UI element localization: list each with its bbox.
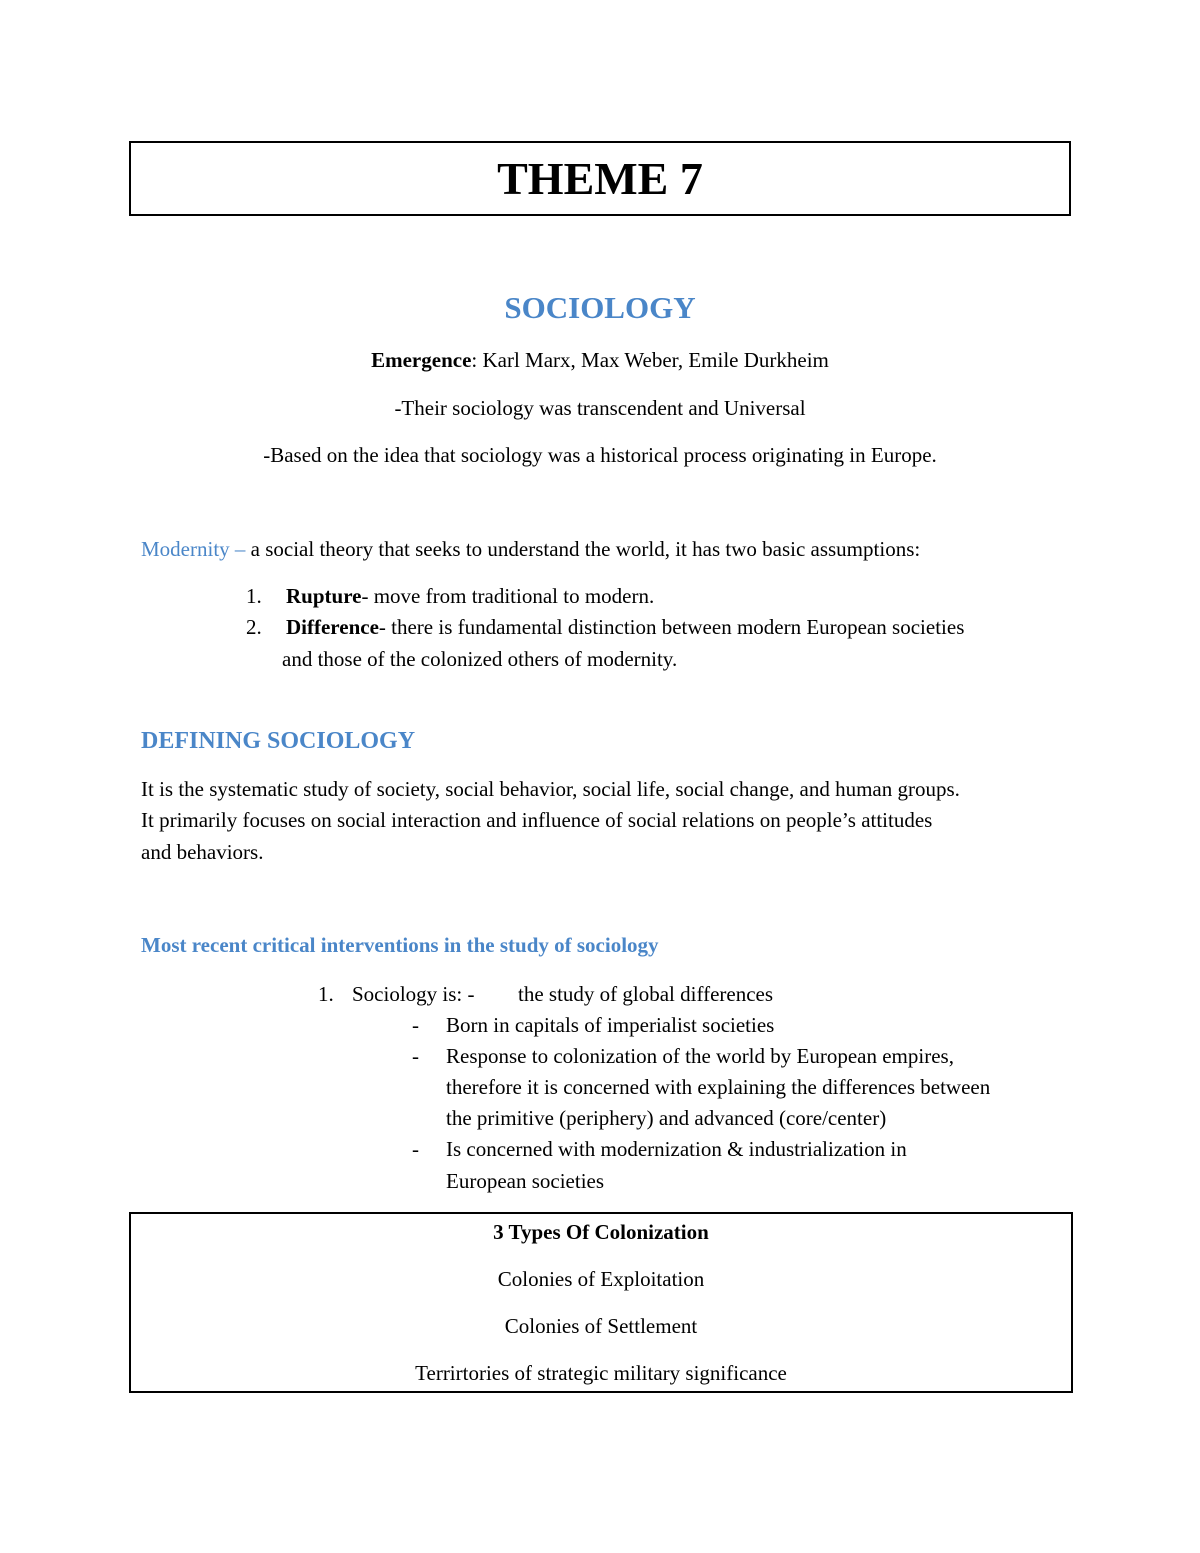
bullet-2-cont-1: therefore it is concerned with explaining the differences between xyxy=(446,1075,991,1099)
modernity-item-2 xyxy=(246,612,1146,642)
dash-marker: - xyxy=(412,1013,419,1037)
types-heading: 3 Types Of Colonization xyxy=(493,1220,709,1244)
type-item-3: Terrirtories of strategic military significance xyxy=(415,1361,787,1385)
page-title: THEME 7 xyxy=(129,141,1071,216)
sociology-heading: SOCIOLOGY xyxy=(504,290,696,325)
type-item-2: Colonies of Settlement xyxy=(504,1314,698,1338)
emergence-label: Emergence xyxy=(371,348,472,372)
bullet-1 xyxy=(412,1010,1112,1040)
bullet-3-cont: European societies xyxy=(446,1169,605,1193)
bullet-text: Response to colonization of the world by European empires, xyxy=(446,1044,954,1068)
modernity-label: Modernity – xyxy=(141,537,246,561)
modernity-item-1 xyxy=(246,581,1146,611)
defining-line-2: It primarily focuses on social interaction and influence of social relations on people’s attitudes xyxy=(141,808,933,832)
dash-marker: - xyxy=(412,1044,419,1068)
item-term: Rupture xyxy=(286,584,362,608)
modernity-item-2-cont: and those of the colonized others of modernity. xyxy=(282,647,678,671)
dash-marker: - xyxy=(412,1137,419,1161)
list-number: 1. xyxy=(318,982,334,1006)
transcendent-line: -Their sociology was transcendent and Universal xyxy=(394,396,806,420)
defining-heading: DEFINING SOCIOLOGY xyxy=(141,728,416,754)
interventions-heading: Most recent critical interventions in the study of sociology xyxy=(141,933,659,957)
item-text: - there is fundamental distinction between modern European societies xyxy=(378,615,965,639)
list-number: 2. xyxy=(246,615,262,639)
bullet-text: Is concerned with modernization & industrialization in xyxy=(446,1137,907,1161)
modernity-text: a social theory that seeks to understand the world, it has two basic assumptions: xyxy=(245,537,921,561)
emergence-line xyxy=(0,345,1200,375)
defining-line-1: It is the systematic study of society, social behavior, social life, social change, and human groups. xyxy=(141,777,960,801)
type-item-1: Colonies of Exploitation xyxy=(497,1267,705,1291)
colonization-types-box xyxy=(129,1212,1073,1393)
bullet-2-cont-2: the primitive (periphery) and advanced (core/center) xyxy=(446,1106,887,1130)
interventions-item-1 xyxy=(318,979,1118,1009)
list-number: 1. xyxy=(246,584,262,608)
item-term: Difference xyxy=(286,615,379,639)
bullet-2 xyxy=(412,1041,1112,1071)
emergence-text: : Karl Marx, Max Weber, Emile Durkheim xyxy=(471,348,829,372)
item-lead: Sociology is: - xyxy=(352,982,475,1006)
modernity-line xyxy=(141,534,1141,564)
defining-line-3: and behaviors. xyxy=(141,840,264,864)
bullet-3 xyxy=(412,1134,1112,1164)
based-line: -Based on the idea that sociology was a historical process originating in Europe. xyxy=(263,443,937,467)
item-text: - move from traditional to modern. xyxy=(361,584,655,608)
bullet-text: Born in capitals of imperialist societies xyxy=(446,1013,775,1037)
item-text: the study of global differences xyxy=(518,982,774,1006)
